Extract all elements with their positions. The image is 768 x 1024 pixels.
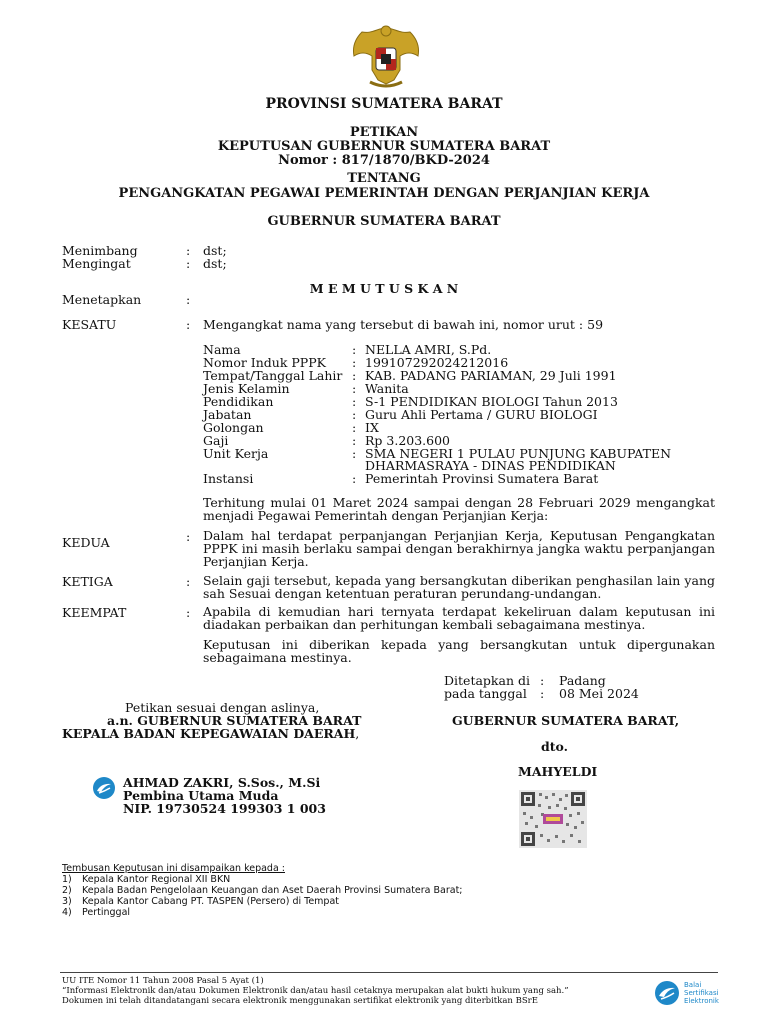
detail-label: Gaji — [203, 433, 229, 448]
issued-place-colon: : — [540, 673, 545, 688]
issued-date: 08 Mei 2024 — [559, 686, 639, 701]
signer-name: AHMAD ZAKRI, S.Sos., M.Si — [123, 775, 321, 790]
detail-label: Golongan — [203, 420, 264, 435]
detail-value: Wanita — [365, 381, 409, 396]
detail-colon: : — [352, 420, 357, 435]
signer-rank: Pembina Utama Muda — [123, 788, 279, 803]
menimbang-colon: : — [186, 243, 191, 258]
ketiga-colon: : — [186, 574, 191, 589]
detail-colon: : — [352, 342, 357, 357]
decree-subject: PENGANGKATAN PEGAWAI PEMERINTAH DENGAN PERJANJIAN KERJA — [118, 186, 650, 201]
tembusan-heading: Tembusan Keputusan ini disampaikan kepada : — [62, 863, 285, 874]
kesatu-colon: : — [186, 317, 191, 332]
tembusan-item: Kepala Kantor Regional XII BKN — [82, 874, 231, 885]
tembusan-item: Pertinggal — [82, 907, 131, 918]
footer-divider — [60, 972, 718, 973]
ketiga-text: Selain gaji tersebut, kepada yang bersangkutan diberikan penghasilan lain yang sah Sesuai dengan ketentuan peraturan perundang-undangan. — [203, 573, 715, 601]
detail-value: Pemerintah Provinsi Sumatera Barat — [365, 471, 599, 486]
mengingat-colon: : — [186, 256, 191, 271]
tembusan-num: 1) — [62, 874, 72, 885]
detail-colon: : — [352, 394, 357, 409]
detail-value: KAB. PADANG PARIAMAN, 29 Juli 1991 — [365, 368, 617, 383]
governor-name: MAHYELDI — [518, 764, 598, 779]
detail-label: Instansi — [203, 471, 254, 486]
detail-colon: : — [352, 368, 357, 383]
detail-value: 199107292024212016 — [365, 355, 509, 370]
detail-colon: : — [352, 471, 357, 486]
keempat-label: KEEMPAT — [62, 605, 127, 620]
detail-value: Rp 3.203.600 — [365, 433, 451, 448]
keempat-colon: : — [186, 605, 191, 620]
kesatu-label: KESATU — [62, 317, 117, 332]
signer-nip: NIP. 19730524 199303 1 003 — [123, 801, 326, 816]
tentang-label: TENTANG — [347, 171, 421, 186]
detail-colon: : — [352, 433, 357, 448]
garuda-emblem — [348, 22, 424, 92]
ketiga-label: KETIGA — [62, 574, 113, 589]
tembusan-num: 2) — [62, 885, 72, 896]
detail-value: IX — [365, 420, 379, 435]
issued-date-colon: : — [540, 686, 545, 701]
menetapkan-label: Menetapkan — [62, 292, 142, 307]
bsre-logo-text: Balai Sertifikasi Elektronik — [684, 981, 719, 1005]
closing-text: Keputusan ini diberikan kepada yang bersangkutan untuk dipergunakan sebagaimana mestinya. — [203, 637, 715, 665]
detail-value: SMA NEGERI 1 PULAU PUNJUNG KABUPATEN — [365, 446, 672, 461]
kedua-text: Dalam hal terdapat perpanjangan Perjanjian Kerja, Keputusan Pengangkatan PPPK ini masih berlaku sampai dengan berakhirnya jangka waktu perpanjangan Perjanjian Kerja. — [203, 528, 715, 569]
menimbang-value: dst; — [203, 243, 227, 258]
detail-label: Pendidikan — [203, 394, 274, 409]
detail-value-continued: DHARMASRAYA - DINAS PENDIDIKAN — [365, 458, 616, 473]
an-governor: a.n. GUBERNUR SUMATERA BARAT — [107, 713, 362, 728]
agency-head-title — [62, 726, 359, 741]
footer-law: UU ITE Nomor 11 Tahun 2008 Pasal 5 Ayat (1) — [62, 976, 264, 986]
tembusan-item: Kepala Badan Pengelolaan Keuangan dan Aset Daerah Provinsi Sumatera Barat; — [82, 885, 463, 896]
menimbang-label: Menimbang — [62, 243, 138, 258]
footer-quote: “Informasi Elektronik dan/atau Dokumen Elektronik dan/atau hasil cetaknya merupakan alat bukti hukum yang sah.” — [62, 986, 569, 996]
menetapkan-colon: : — [186, 292, 191, 307]
period-text: Terhitung mulai 01 Maret 2024 sampai dengan 28 Februari 2029 mengangkat menjadi Pegawai Pemerintah dengan Perjanjian Kerja: — [203, 495, 715, 523]
province-title: PROVINSI SUMATERA BARAT — [265, 96, 503, 112]
mengingat-value: dst; — [203, 256, 227, 271]
governor-heading: GUBERNUR SUMATERA BARAT — [267, 214, 501, 229]
kedua-label: KEDUA — [62, 535, 110, 550]
bsre-signature-icon — [92, 776, 116, 800]
issued-place-label: Ditetapkan di — [444, 673, 530, 688]
issued-date-label: pada tanggal — [444, 686, 527, 701]
detail-label: Unit Kerja — [203, 446, 269, 461]
detail-value: S-1 PENDIDIKAN BIOLOGI Tahun 2013 — [365, 394, 618, 409]
footer-esign-note: Dokumen ini telah ditandatangani secara elektronik menggunakan sertifikat elektronik yang diterbitkan BSrE — [62, 996, 538, 1006]
detail-label: Jabatan — [203, 407, 252, 422]
tembusan-item: Kepala Kantor Cabang PT. TASPEN (Persero) di Tempat — [82, 896, 340, 907]
detail-label: Nomor Induk PPPK — [203, 355, 326, 370]
governor-sign-title: GUBERNUR SUMATERA BARAT, — [452, 713, 680, 728]
petikan-label: PETIKAN — [349, 125, 419, 140]
agency-head-comma: , — [355, 726, 360, 741]
decree-number: Nomor : 817/1870/BKD-2024 — [278, 153, 490, 168]
memutuskan-heading: M E M U T U S K A N — [309, 281, 459, 296]
dto-label: dto. — [541, 739, 568, 754]
issued-place: Padang — [559, 673, 606, 688]
bsre-logo — [654, 980, 726, 1006]
keempat-text: Apabila di kemudian hari ternyata terdapat kekeliruan dalam keputusan ini diadakan perbaikan dan perhitungan kembali sebagaimana mestinya. — [203, 604, 715, 632]
agency-head-text: KEPALA BADAN KEPEGAWAIAN DAERAH — [62, 726, 356, 741]
certified-copy-note: Petikan sesuai dengan aslinya, — [125, 700, 320, 715]
detail-label: Tempat/Tanggal Lahir — [203, 368, 343, 383]
kedua-colon: : — [186, 529, 191, 544]
detail-colon: : — [352, 355, 357, 370]
kesatu-text: Mengangkat nama yang tersebut di bawah ini, nomor urut : 59 — [203, 317, 604, 332]
mengingat-label: Mengingat — [62, 256, 131, 271]
detail-value: NELLA AMRI, S.Pd. — [365, 342, 492, 357]
detail-colon: : — [352, 381, 357, 396]
tembusan-num: 4) — [62, 907, 72, 918]
tembusan-num: 3) — [62, 896, 72, 907]
detail-label: Jenis Kelamin — [203, 381, 290, 396]
detail-label: Nama — [203, 342, 241, 357]
detail-colon: : — [352, 446, 357, 461]
decree-title: KEPUTUSAN GUBERNUR SUMATERA BARAT — [217, 139, 551, 154]
qr-code — [519, 790, 587, 848]
detail-colon: : — [352, 407, 357, 422]
detail-value: Guru Ahli Pertama / GURU BIOLOGI — [365, 407, 598, 422]
